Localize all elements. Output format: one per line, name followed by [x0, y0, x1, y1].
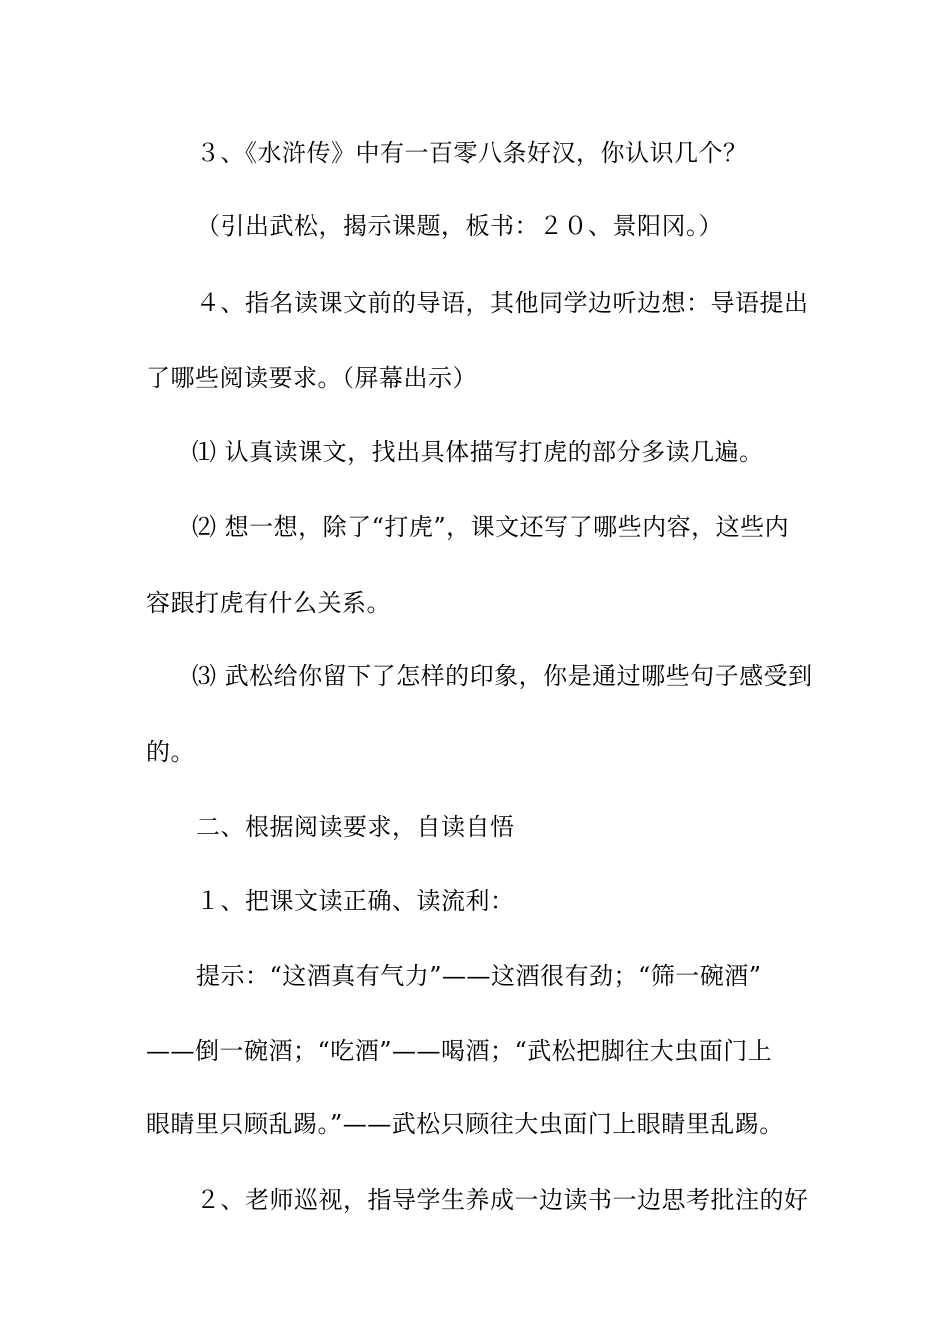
text-line: 容跟打虎有什么关系。: [146, 589, 391, 617]
text-line: ⑴ 认真读课文，找出具体描写打虎的部分多读几遍。: [192, 438, 764, 466]
text-line: （引出武松，揭示课题，板书：２０、景阳冈。）: [196, 212, 723, 240]
text-line: 的。: [146, 738, 195, 766]
text-line: 眼睛里只顾乱踢。”——武松只顾往大虫面门上眼睛里乱踢。: [146, 1110, 784, 1138]
section-heading: 二、根据阅读要求，自读自悟: [196, 813, 515, 841]
text-line: ４、指名读课文前的导语，其他同学边听边想：导语提出: [196, 289, 809, 317]
text-line: 了哪些阅读要求。（屏幕出示）: [146, 364, 477, 392]
text-line: ３、《水浒传》中有一百零八条好汉，你认识几个？: [196, 139, 748, 167]
text-line: ——倒一碗酒；“吃酒”——喝酒；“武松把脚往大虫面门上: [146, 1037, 773, 1065]
text-line: 提示：“这酒真有气力”——这酒很有劲；“筛一碗酒”: [196, 962, 762, 990]
text-line: ⑶ 武松给你留下了怎样的印象，你是通过哪些句子感受到: [192, 662, 813, 690]
text-line: １、把课文读正确、读流利：: [196, 887, 515, 915]
text-line: ⑵ 想一想，除了“打虎”，课文还写了哪些内容，这些内: [192, 513, 790, 541]
text-line: ２、老师巡视，指导学生养成一边读书一边思考批注的好: [196, 1186, 809, 1214]
